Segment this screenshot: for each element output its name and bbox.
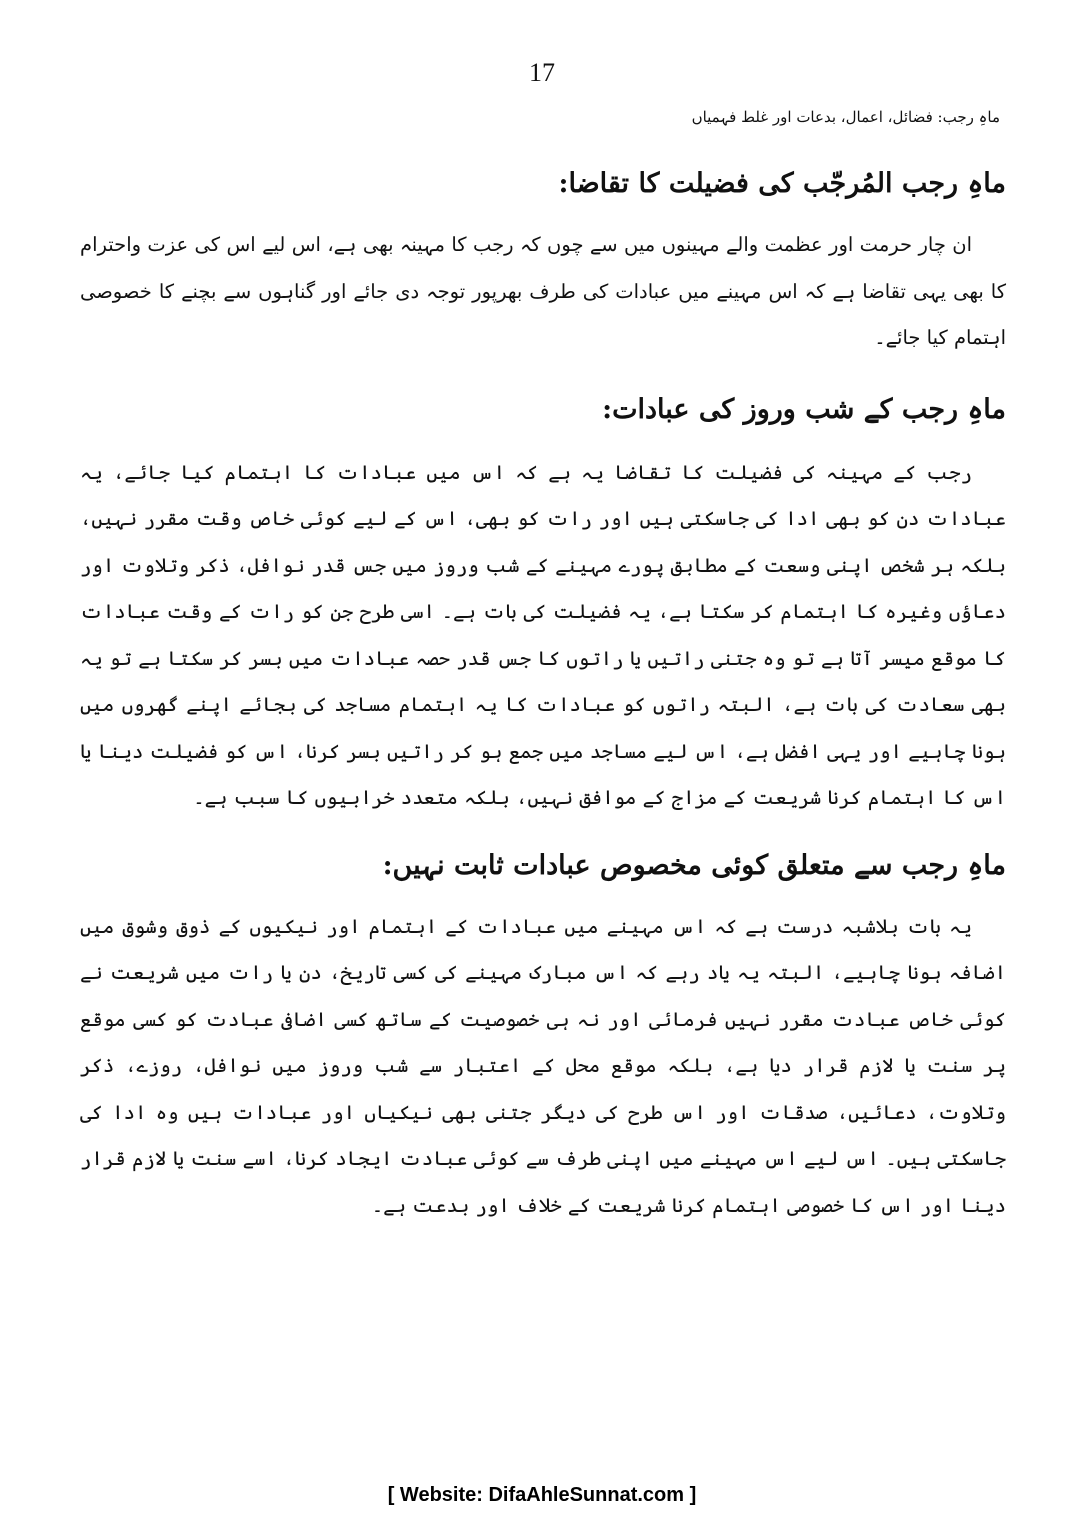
section-heading-worship: ماہِ رجب کے شب وروز کی عبادات: — [602, 393, 1006, 425]
paragraph-worship: رجب کے مہینہ کی فضیلت کا تقاضا یہ ہے کہ اس میں عبادات کا اہتمام کیا جائے، یہ عبادات دن کو بھی ادا کی جاسکتی ہیں اور رات کو بھی، اس کے لیے کوئی خاص وقت مقرر نہیں، بلکہ ہر شخص اپنی وسعت کے مطابق پورے مہینے کے شب وروز میں جس قدر نوافل، ذکر وتلاوت اور دعاؤں وغیرہ کا اہتمام کر سکتا ہے، یہ فضیلت کی بات ہے۔ اسی طرح جن کو رات کے وقت عبادات کا موقع میسر آتا ہے تو وہ جتنی راتیں یا راتوں کا جس قدر حصہ عبادات میں بسر کر سکتا ہے تو یہ بھی سعادت کی بات ہے، البتہ راتوں کو عبادات کا یہ اہتمام مساجد کی بجائے اپنے گھروں میں ہونا چاہیے اور یہی افضل ہے، اس لیے مساجد میں جمع ہو کر راتیں بسر کرنا، اس کو فضیلت دینا یا اس کا اہتمام کرنا شریعت کے مزاج کے موافق نہیں، بلکہ متعدد خرابیوں کا سبب ہے۔ — [80, 460, 1006, 809]
page-number: 17 — [529, 58, 555, 87]
section-heading-virtue: ماہِ رجب المُرجّب کی فضیلت کا تقاضا: — [558, 168, 1006, 199]
paragraph-no-specific-worship: یہ بات بلاشبہ درست ہے کہ اس مہینے میں عبادات کے اہتمام اور نیکیوں کے ذوق وشوق میں اضافہ ہونا چاہیے، البتہ یہ یاد رہے کہ اس مبارک مہینے کی کسی تاریخ، دن یا رات میں شریعت نے کوئی خاص عبادت مقرر نہیں فرمائی اور نہ ہی خصوصیت کے ساتھ کسی اضافی عبادت کو کسی موقع پر سنت یا لازم قرار دیا ہے، بلکہ موقع محل کے اعتبار سے شب وروز میں نوافل، روزے، ذکر وتلاوت، دعائیں، صدقات اور اس طرح کی دیگر جتنی بھی نیکیاں اور عبادات ہیں وہ ادا کی جاسکتی ہیں۔ اس لیے اس مہینے میں اپنی طرف سے کوئی عبادت ایجاد کرنا، اسے سنت یا لازم قرار دینا اور اس کا خصوصی اہتمام کرنا شریعت کے خلاف اور بدعت ہے۔ — [80, 914, 1006, 1217]
document-body — [80, 160, 1006, 1229]
website-footer: [ Website: DifaAhleSunnat.com ] — [387, 1484, 697, 1506]
section-heading-no-specific-worship: ماہِ رجب سے متعلق کوئی مخصوص عبادات ثابت نہیں: — [382, 849, 1006, 881]
paragraph-virtue: ان چار حرمت اور عظمت والے مہینوں میں سے چوں کہ رجب کا مہینہ بھی ہے، اس لیے اس کی عزت واحترام کا بھی یہی تقاضا ہے کہ اس مہینے میں عبادات کی طرف بھرپور توجہ دی جائے اور گناہوں سے بچنے کا خصوصی اہتمام کیا جائے۔ — [80, 233, 1006, 349]
running-header: ماہِ رجب: فضائل، اعمال، بدعات اور غلط فہمیاں — [691, 108, 1000, 126]
